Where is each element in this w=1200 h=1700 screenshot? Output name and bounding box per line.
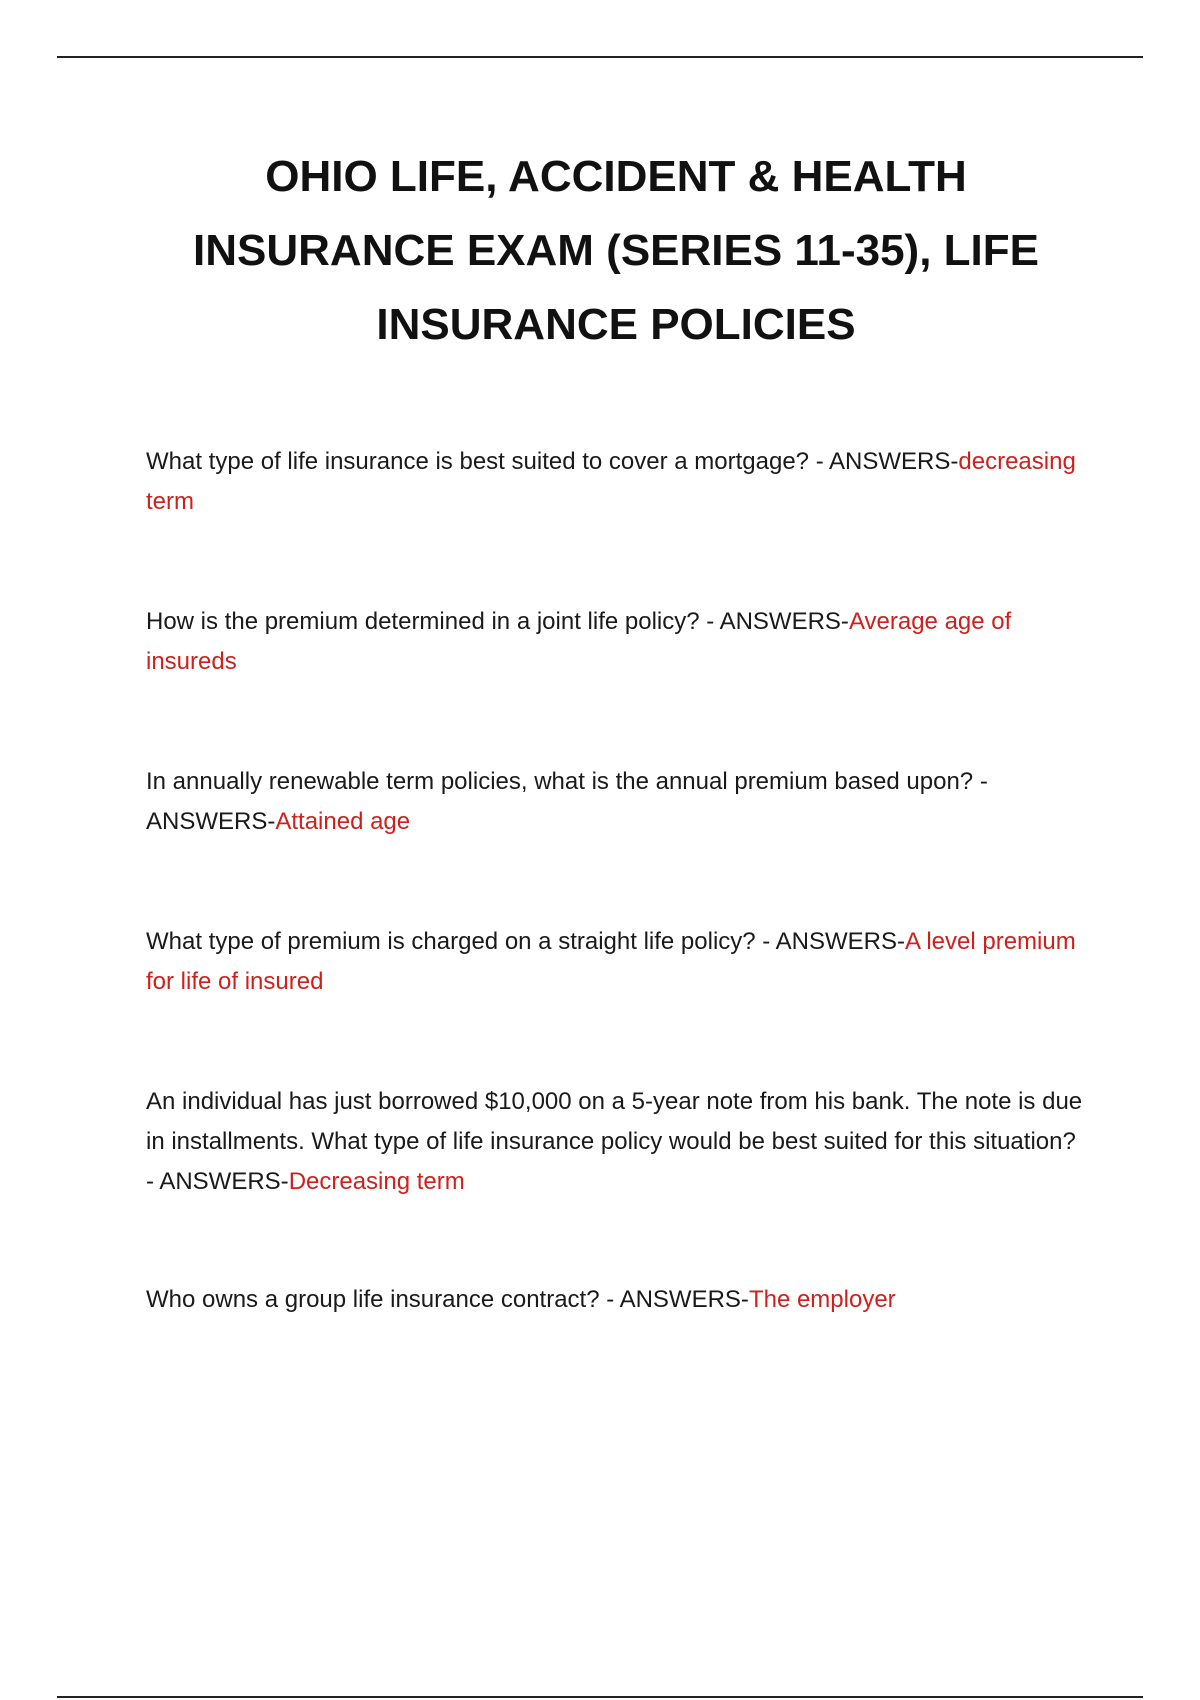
- question-text: What type of life insurance is best suited to cover a mortgage?: [146, 448, 816, 475]
- question-text: In annually renewable term policies, what is the annual premium based upon?: [146, 768, 980, 795]
- question-text: Who owns a group life insurance contract?: [146, 1286, 607, 1313]
- answer-text: The employer: [748, 1286, 896, 1313]
- answer-prefix: - ANSWERS-: [146, 1168, 289, 1195]
- question-text: An individual has just borrowed $10,000 on a 5-year note from his bank. The note is due in installments. What type of life insurance policy would be best suited for this situation?: [146, 1088, 1083, 1155]
- question-text: How is the premium determined in a joint life policy?: [146, 608, 707, 635]
- answer-prefix: - ANSWERS-: [606, 1286, 749, 1313]
- answer-text: Decreasing term: [288, 1168, 465, 1195]
- qa-item: [146, 1280, 1086, 1320]
- bottom-rule: [57, 1696, 1143, 1698]
- answer-prefix: - ANSWERS-: [815, 448, 959, 475]
- qa-item: [146, 602, 1086, 682]
- answer-prefix: - ANSWERS-: [762, 928, 905, 955]
- answer-text: decreasing term: [146, 448, 1076, 515]
- top-rule: [57, 56, 1143, 58]
- answer-text: Average age of insureds: [146, 608, 1012, 675]
- qa-list: [146, 442, 1086, 1400]
- answer-prefix: - ANSWERS-: [706, 608, 849, 635]
- qa-item: [146, 922, 1086, 1002]
- qa-item: [146, 442, 1086, 522]
- answer-prefix: - ANSWERS-: [146, 768, 988, 835]
- question-text: What type of premium is charged on a straight life policy?: [146, 928, 763, 955]
- answer-text: Attained age: [275, 808, 411, 835]
- qa-item: [146, 1082, 1086, 1202]
- answer-text: A level premium for life of insured: [146, 928, 1076, 995]
- document-title: OHIO LIFE, ACCIDENT & HEALTH INSURANCE EXAM (SERIES 11-35), LIFE INSURANCE POLICIES: [193, 152, 1039, 349]
- qa-item: [146, 762, 1086, 842]
